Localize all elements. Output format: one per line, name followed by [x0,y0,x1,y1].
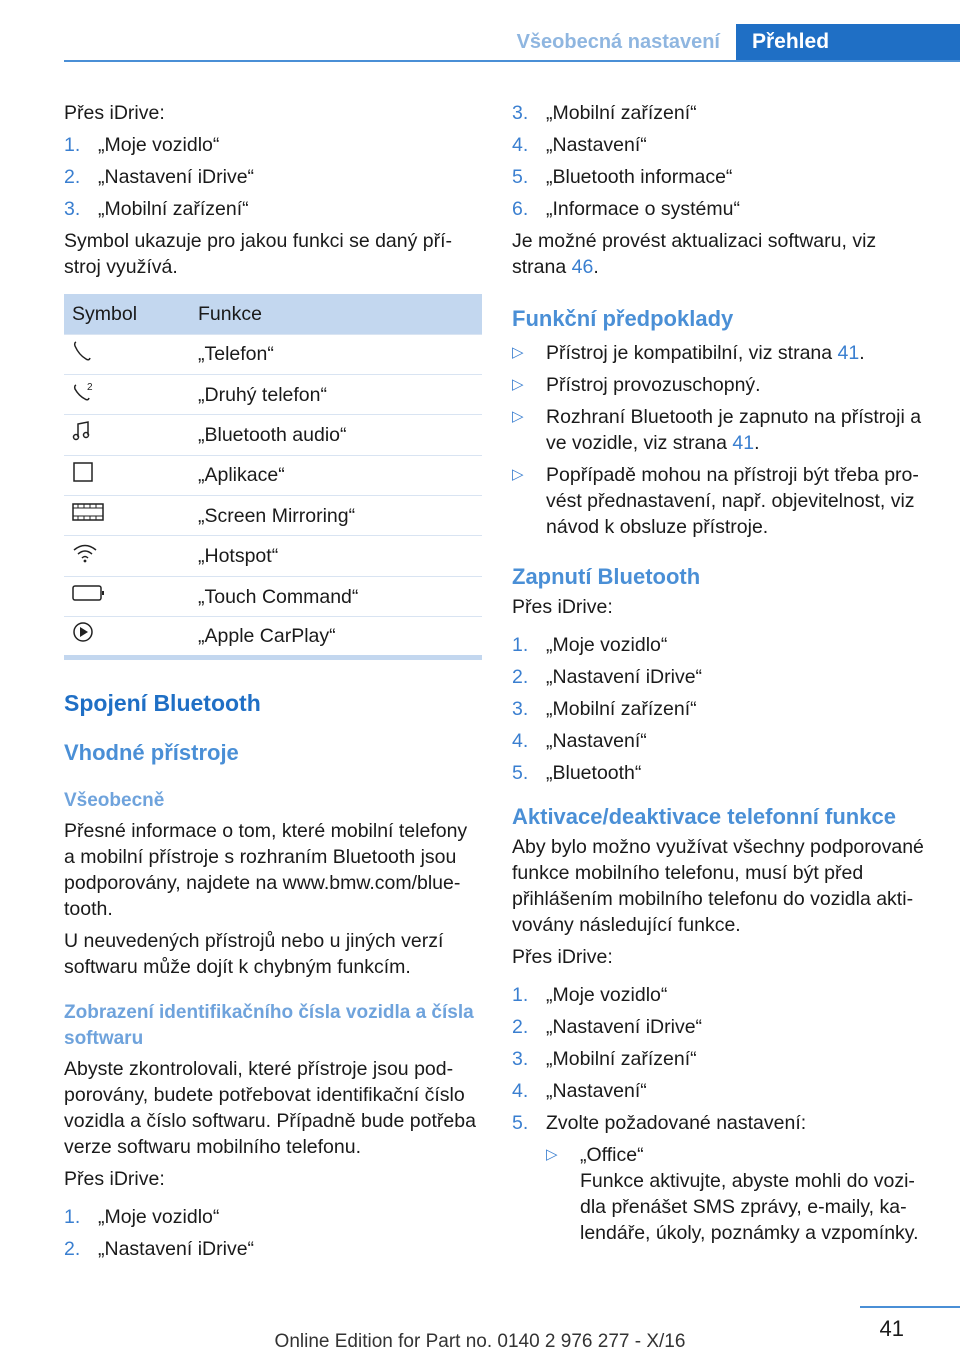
page-header [64,24,960,62]
symbol-note: Symbol ukazuje pro jakou funkci se daný přístroj využívá. [64,230,453,278]
list-item: 3. „Mobilní zařízení“ [512,698,697,720]
general-paragraph-1: Přesné informace o tom, které mobilní telefony a mobilní přístroje s rozhraním Bluetooth jsou podporovány, najdete na www.bmw.com/bluetooth. [64,819,468,920]
table-row: 2 „Druhý telefon“ [64,374,482,414]
list-item: 1. „Moje vozidlo“ [512,634,668,656]
list-item: 4. „Nastavení“ [512,134,647,156]
second-phone-icon [72,380,96,409]
list-item: 5. „Bluetooth“ [512,762,642,784]
steps-list [64,132,482,222]
general-paragraph-2: U neuvedených přístrojů nebo u jiných verzí softwaru může dojít k chybným funkcím. [64,929,444,978]
list-item: 2. „Nastavení iDrive“ [512,1016,703,1038]
list-item: ▷ Rozhraní Bluetooth je zapnuto na přístroji a ve vozidle, viz strana 41. [512,406,922,454]
heading-enable-bluetooth: Zapnutí Bluetooth [512,564,701,589]
heading-phone-function: Aktivace/deaktivace telefonní funkce [512,804,896,829]
table-row: „Screen Mirroring“ [64,496,482,536]
left-column [64,100,482,1268]
app-square-icon [72,461,94,490]
list-item: 2. „Nastavení iDrive“ [64,1237,255,1260]
list-item: 1. „Moje vozidlo“ [64,1205,220,1228]
list-item: 4. „Nastavení“ [512,1080,647,1102]
edition-footer: Online Edition for Part no. 0140 2 976 277 - X/16 [274,1331,686,1352]
list-item: 4. „Nastavení“ [512,730,647,752]
music-note-icon [72,420,92,449]
page-link[interactable]: 41 [732,432,755,454]
svg-text:2: 2 [87,382,93,394]
sub-options-list [546,1142,930,1246]
update-note: Je možné provést aktualizaci softwaru, viz strana 46. [512,230,877,278]
table-header: Funkce [190,294,482,334]
heading-general: Všeobecně [64,789,165,811]
steps-list-3 [512,632,930,786]
carplay-icon [72,621,94,650]
steps-list-4 [512,982,930,1246]
intro-text-4: Přes iDrive: [512,946,613,968]
list-item: ▷ Přístroj je kompatibilní, viz strana 41. [512,342,865,364]
phone-icon [72,340,92,369]
page-number: 41 [879,1316,904,1341]
table-row: „Hotspot“ [64,536,482,576]
symbol-table [64,294,482,660]
list-item: ▷ „Office“ Funkce aktivujte, abyste mohli do vozidla přenášet SMS zprávy, e-maily, kalendáře, úkoly, poznámky a vzpomínky. [546,1144,919,1244]
table-row: „Bluetooth audio“ [64,415,482,455]
intro-text-3: Přes iDrive: [512,596,613,618]
list-item: 2. „Nastavení iDrive“ [64,166,255,188]
list-item: 1. „Moje vozidlo“ [512,984,668,1006]
list-item: 5. „Bluetooth informace“ [512,166,733,188]
list-item: ▷ Přístroj provozuschopný. [512,374,761,396]
table-row: „Touch Command“ [64,576,482,616]
steps-list-2 [64,1204,482,1262]
table-row: „Apple CarPlay“ [64,617,482,657]
display-paragraph: Abyste zkontrolovali, které přístroje jsou podporovány, budete potřebovat identifikační číslo vozidla a číslo softwaru. Případně bude potřeba verze softwaru mobilního telefonu. [64,1057,476,1158]
list-item: 3. „Mobilní zařízení“ [512,102,697,124]
table-row: „Telefon“ [64,334,482,374]
heading-prerequisites: Funkční předpoklady [512,306,734,331]
section-heading-bluetooth: Spojení Bluetooth [64,689,261,716]
page-number-rule [860,1306,960,1308]
list-item: 3. „Mobilní zařízení“ [64,198,249,220]
table-row: „Aplikace“ [64,455,482,495]
intro-text: Přes iDrive: [64,102,165,124]
activate-paragraph: Aby bylo možno využívat všechny podporované funkce mobilního telefonu, musí být před přihlášením mobilního telefonu do vozidla aktivovány následující funkce. [512,836,924,936]
touch-pad-icon [72,582,106,611]
list-item: 1. „Moje vozidlo“ [64,134,220,156]
film-strip-icon [72,501,104,530]
table-header: Symbol [64,294,190,334]
wifi-icon [72,542,98,571]
subsection-heading-devices: Vhodné přístroje [64,739,239,765]
intro-text-2: Přes iDrive: [64,1167,165,1190]
prerequisites-list [512,340,930,540]
list-item: 5. Zvolte požadované nastavení: ▷ „Office“ Funkce aktivujte, abyste mohli do vozidla přenášet SMS zprávy, e-maily, kalendáře, úkoly, poznámky a vzpomínky. [512,1110,930,1246]
chapter-tab: Přehled [736,24,960,60]
steps-list-continued [512,100,930,222]
list-item: 3. „Mobilní zařízení“ [512,1048,697,1070]
page-link[interactable]: 41 [837,342,860,364]
heading-display-ids: Zobrazení identifikačního čísla vozidla a čísla softwaru [64,1001,474,1049]
list-item: 6. „Informace o systému“ [512,198,740,220]
page-link[interactable]: 46 [571,256,594,278]
section-title: Všeobecná nastavení [516,31,720,53]
right-column [512,100,930,1252]
list-item: ▷ Popřípadě mohou na přístroji být třeba provést přednastavení, např. objevitelnost, viz návod k obsluze přístroje. [512,464,919,538]
list-item: 2. „Nastavení iDrive“ [512,666,703,688]
